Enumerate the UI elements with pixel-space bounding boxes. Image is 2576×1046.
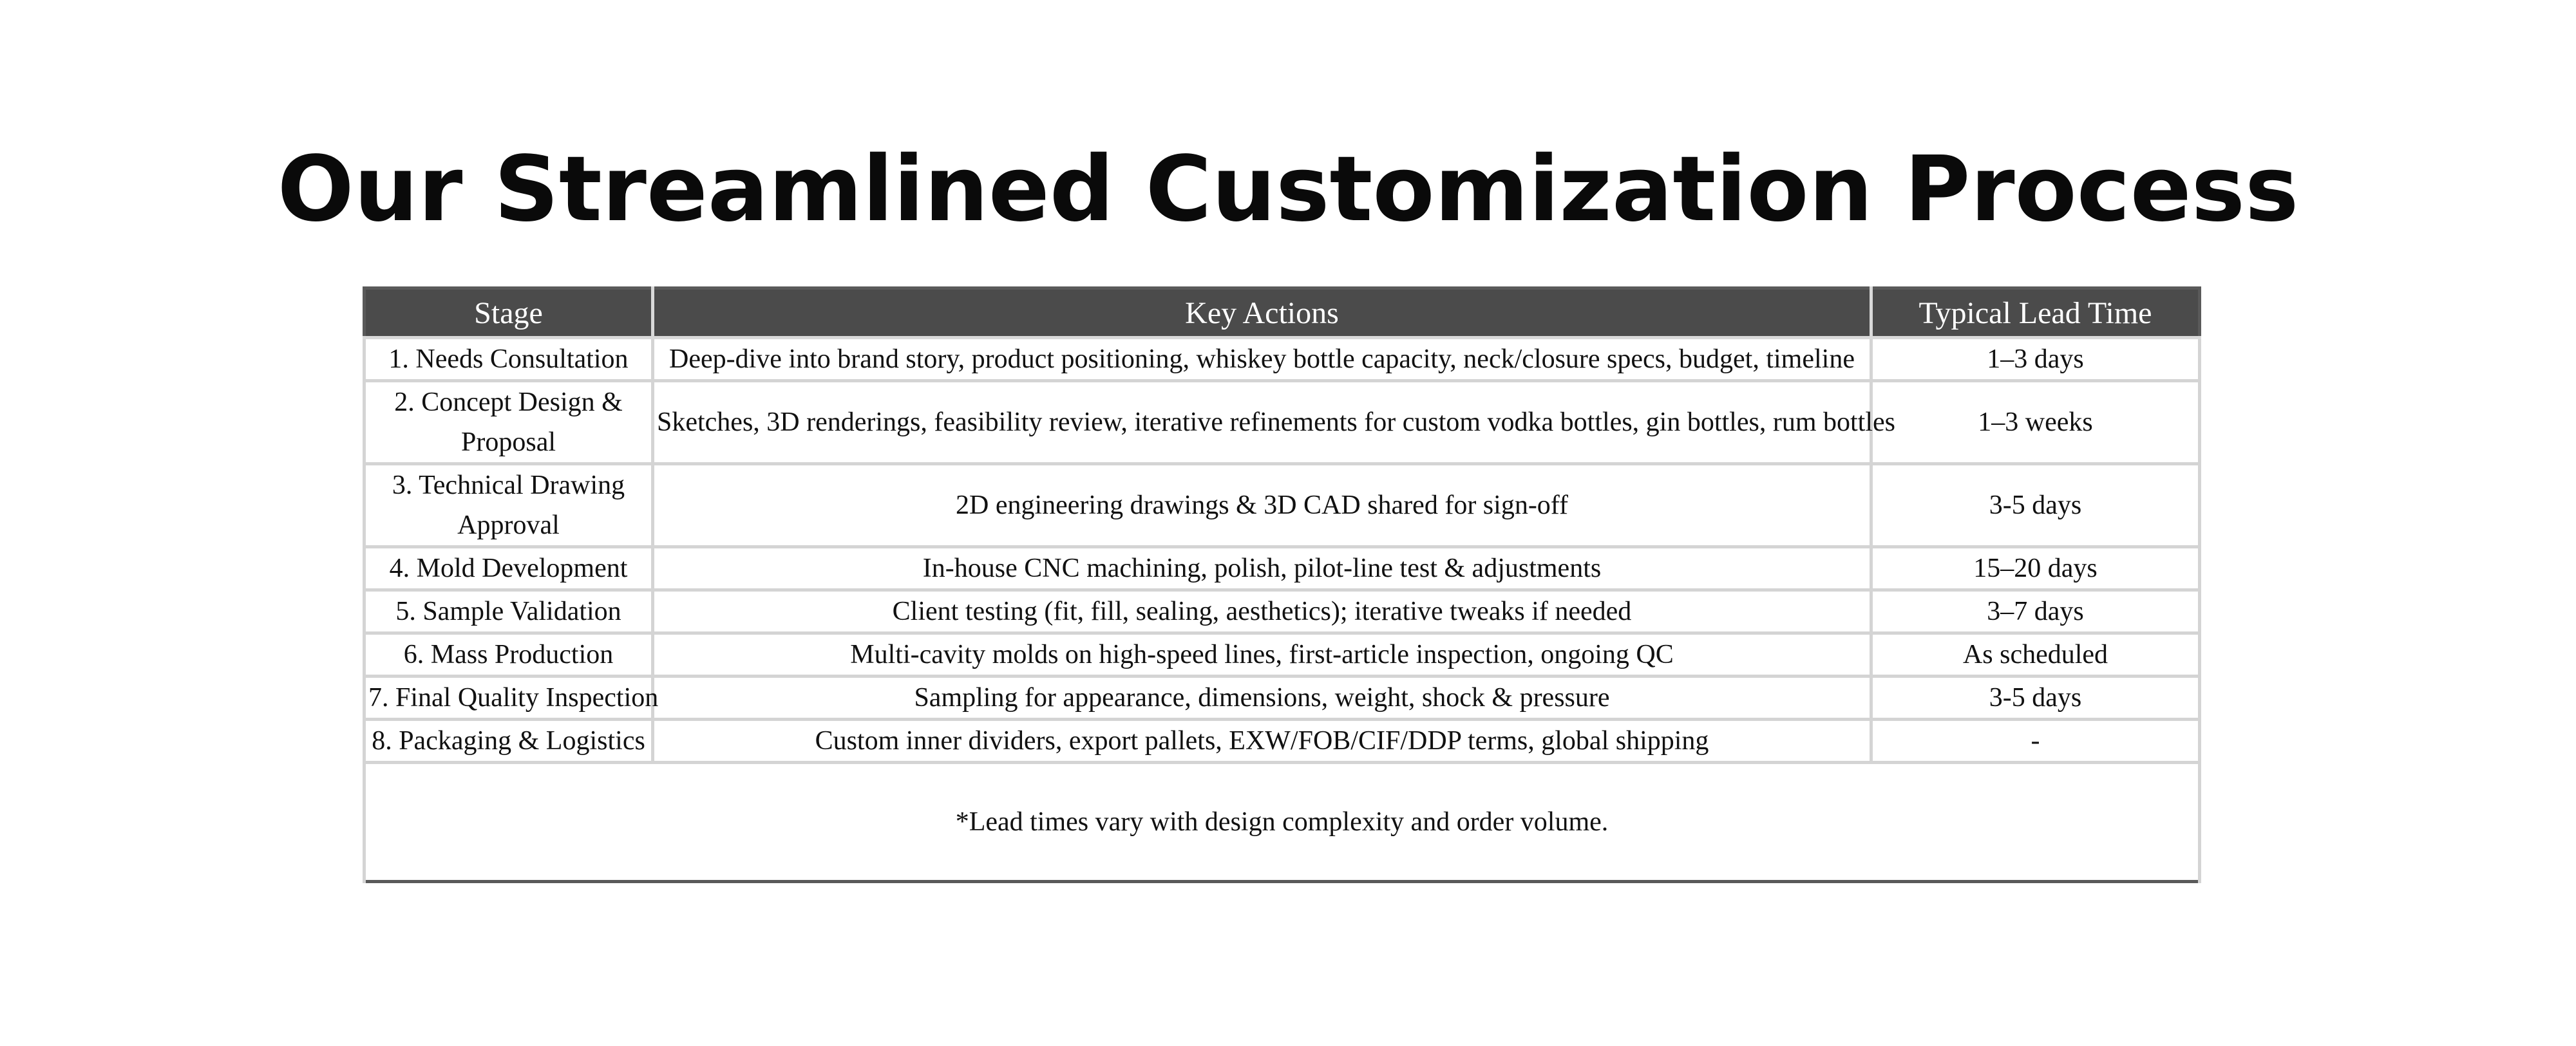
lead-time-cell: -: [1871, 720, 2200, 763]
stage-cell: 1. Needs Consultation: [365, 338, 653, 381]
actions-cell: Custom inner dividers, export pallets, EXW/FOB/CIF/DDP terms, global shipping: [653, 720, 1871, 763]
table-row: [365, 381, 2200, 464]
actions-cell: Sketches, 3D renderings, feasibility review, iterative refinements for custom vodka bottles, gin bottles, rum bottles: [653, 381, 1871, 464]
lead-time-cell: 1–3 days: [1871, 338, 2200, 381]
actions-cell: Deep-dive into brand story, product positioning, whiskey bottle capacity, neck/closure specs, budget, timeline: [653, 338, 1871, 381]
footnote: *Lead times vary with design complexity and order volume.: [365, 763, 2200, 882]
header-lead-time: Typical Lead Time: [1871, 288, 2200, 338]
stage-cell: 6. Mass Production: [365, 633, 653, 677]
stage-cell: 8. Packaging & Logistics: [365, 720, 653, 763]
actions-cell: Sampling for appearance, dimensions, weight, shock & pressure: [653, 677, 1871, 720]
lead-time-cell: 1–3 weeks: [1871, 381, 2200, 464]
page-title: Our Streamlined Customization Process: [277, 137, 2299, 242]
table-row: [365, 590, 2200, 633]
lead-time-cell: 3-5 days: [1871, 464, 2200, 547]
lead-time-cell: As scheduled: [1871, 633, 2200, 677]
process-table: [363, 286, 2201, 883]
table-row: [365, 633, 2200, 677]
stage-cell: 5. Sample Validation: [365, 590, 653, 633]
stage-cell: 3. Technical Drawing Approval: [365, 464, 653, 547]
header-stage: Stage: [365, 288, 653, 338]
lead-time-cell: 15–20 days: [1871, 547, 2200, 590]
lead-time-cell: 3–7 days: [1871, 590, 2200, 633]
header-key-actions: Key Actions: [653, 288, 1871, 338]
actions-cell: In-house CNC machining, polish, pilot-line test & adjustments: [653, 547, 1871, 590]
actions-cell: 2D engineering drawings & 3D CAD shared for sign-off: [653, 464, 1871, 547]
stage-cell: 2. Concept Design & Proposal: [365, 381, 653, 464]
stage-cell: 4. Mold Development: [365, 547, 653, 590]
table-row: [365, 547, 2200, 590]
table-row: [365, 677, 2200, 720]
actions-cell: Multi-cavity molds on high-speed lines, first-article inspection, ongoing QC: [653, 633, 1871, 677]
lead-time-cell: 3-5 days: [1871, 677, 2200, 720]
table-row: [365, 464, 2200, 547]
table-row: [365, 338, 2200, 381]
stage-cell: 7. Final Quality Inspection: [365, 677, 653, 720]
table-row: [365, 720, 2200, 763]
table-header-row: [365, 288, 2200, 338]
footnote-row: [365, 763, 2200, 882]
actions-cell: Client testing (fit, fill, sealing, aesthetics); iterative tweaks if needed: [653, 590, 1871, 633]
